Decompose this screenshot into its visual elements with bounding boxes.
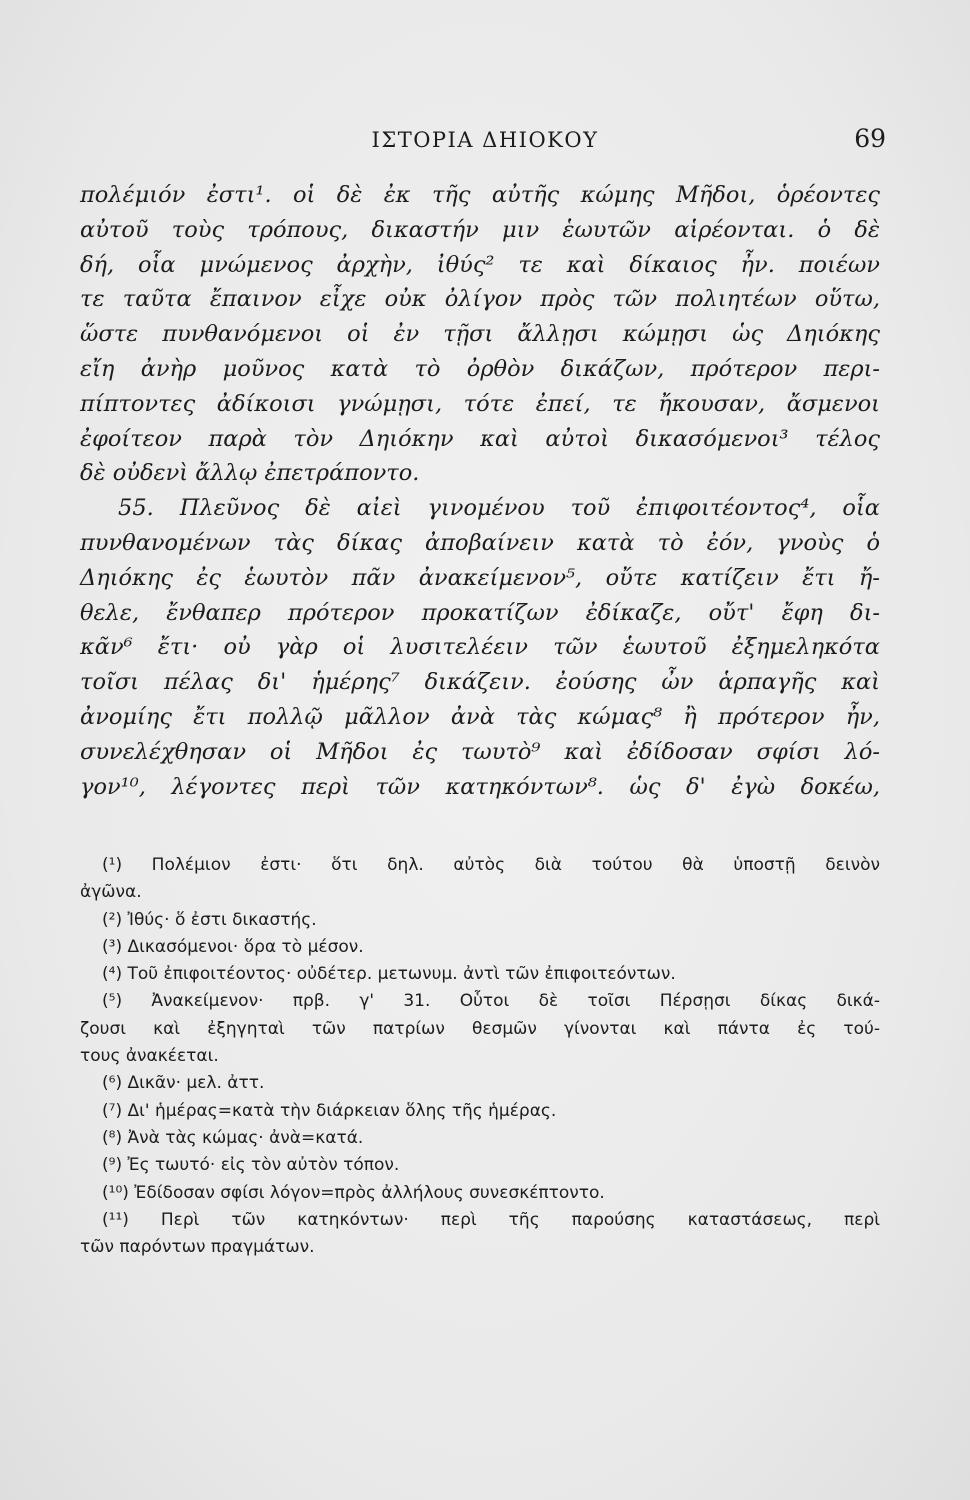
text-line: γον¹⁰, λέγοντες περὶ τῶν κατηκόντων⁸. ὡς δ' ἐγὼ δοκέω, [80,773,880,800]
text-line: ὥστε πυνθανόμενοι οἱ ἐν τῇσι ἄλλῃσι κώμῃσι ὡς Δηιόκης [80,321,880,348]
running-title: ΙΣΤΟΡΙΑ ΔΗΙΟΚΟΥ [371,128,599,152]
text-line: πίπτοντες ἀδίκοισι γνώμῃσι, τότε ἐπεί, τε ἤκουσαν, ἄσμενοι [80,390,880,417]
footnote-line: (⁴) Τοῦ ἐπιφοιτέοντος· οὐδέτερ. μετωνυμ. ἀντὶ τῶν ἐπιφοιτεόντων. [102,964,676,985]
main-text [80,178,880,804]
section-start-line: 55. Πλεῦνος δὲ αἰεὶ γινομένου τοῦ ἐπιφοιτέοντος⁴, οἷα [118,495,880,522]
footnotes [80,852,880,1261]
footnote-line: (⁹) Ἐς τωυτό· εἰς τὸν αὐτὸν τόπον. [102,1155,400,1176]
footnote-line: (¹⁰) Ἐδίδοσαν σφίσι λόγον=πρὸς ἀλλήλους συνεσκέπτοντο. [102,1182,605,1203]
footnote-line: (⁸) Ἀνὰ τὰς κώμας· ἀνὰ=κατά. [102,1127,364,1148]
footnote-line: (¹¹) Περὶ τῶν κατηκόντων· περὶ τῆς παρούσης καταστάσεως, περὶ [102,1209,880,1230]
text-line: τοῖσι πέλας δι' ἡμέρης⁷ δικάζειν. ἐούσης ὦν ἁρπαγῆς καὶ [80,669,880,696]
footnote-line: (⁶) Δικᾶν· μελ. ἀττ. [102,1073,265,1094]
running-header [80,124,890,160]
text-line: θελε, ἔνθαπερ πρότερον προκατίζων ἐδίκαζε, οὔτ' ἔφη δι- [80,599,880,626]
footnote-line: (¹) Πολέμιον ἐστι· ὅτι δηλ. αὐτὸς διὰ τούτου θὰ ὑποστῇ δεινὸν [102,855,880,875]
text-line: συνελέχθησαν οἱ Μῆδοι ἐς τωυτὸ⁹ καὶ ἐδίδοσαν σφίσι λό- [80,738,880,765]
footnote-line: ἀγῶνα. [80,882,142,903]
footnote-line: (³) Δικασόμενοι· ὅρα τὸ μέσον. [102,936,364,957]
page-number: 69 [854,124,886,153]
text-line: αὐτοῦ τοὺς τρόπους, δικαστήν μιν ἑωυτῶν αἱρέονται. ὁ δὲ [80,216,880,243]
text-line: δὲ οὐδενὶ ἄλλῳ ἐπετράποντο. [80,460,420,487]
text-line: εἴη ἀνὴρ μοῦνος κατὰ τὸ ὀρθὸν δικάζων, πρότερον περι- [80,355,880,382]
footnote-line: ζουσι καὶ ἐξηγηταὶ τῶν πατρίων θεσμῶν γίνονται καὶ πάντα ἐς τού- [80,1018,880,1039]
text-line: τε ταῦτα ἔπαινον εἶχε οὐκ ὀλίγον πρὸς τῶν πολιητέων οὕτω, [80,286,880,313]
text-line: κᾶν⁶ ἔτι· οὐ γὰρ οἱ λυσιτελέειν τῶν ἑωυτοῦ ἐξημεληκότα [80,634,880,661]
text-line: πυνθανομένων τὰς δίκας ἀποβαίνειν κατὰ τὸ ἐόν, γνοὺς ὁ [80,529,880,556]
footnote-line: (⁷) Δι' ἡμέρας=κατὰ τὴν διάρκειαν ὅλης τῆς ἡμέρας. [102,1100,557,1121]
footnote-line: τους ἀνακέεται. [80,1046,219,1067]
text-line: ἀνομίης ἔτι πολλῷ μᾶλλον ἀνὰ τὰς κώμας⁸ ἢ πρότερον ἦν, [80,703,880,730]
text-line: πολέμιόν ἐστι¹. οἱ δὲ ἐκ τῆς αὐτῆς κώμης Μῆδοι, ὁρέοντες [80,182,880,208]
footnote-line: (²) Ἰθύς· ὅ ἐστι δικαστής. [102,909,317,930]
footnote-line: (⁵) Ἀνακείμενον· πρβ. γ' 31. Οὗτοι δὲ τοῖσι Πέρσῃσι δίκας δικά- [102,991,880,1012]
text-line: ἐφοίτεον παρὰ τὸν Δηιόκην καὶ αὐτοὶ δικασόμενοι³ τέλος [80,425,880,452]
text-line: Δηιόκης ἐς ἑωυτὸν πᾶν ἀνακείμενον⁵, οὔτε κατίζειν ἔτι ἤ- [80,564,880,591]
footnote-line: τῶν παρόντων πραγμάτων. [80,1237,315,1258]
text-line: δή, οἷα μνώμενος ἀρχὴν, ἰθύς² τε καὶ δίκαιος ἦν. ποιέων [80,251,880,278]
